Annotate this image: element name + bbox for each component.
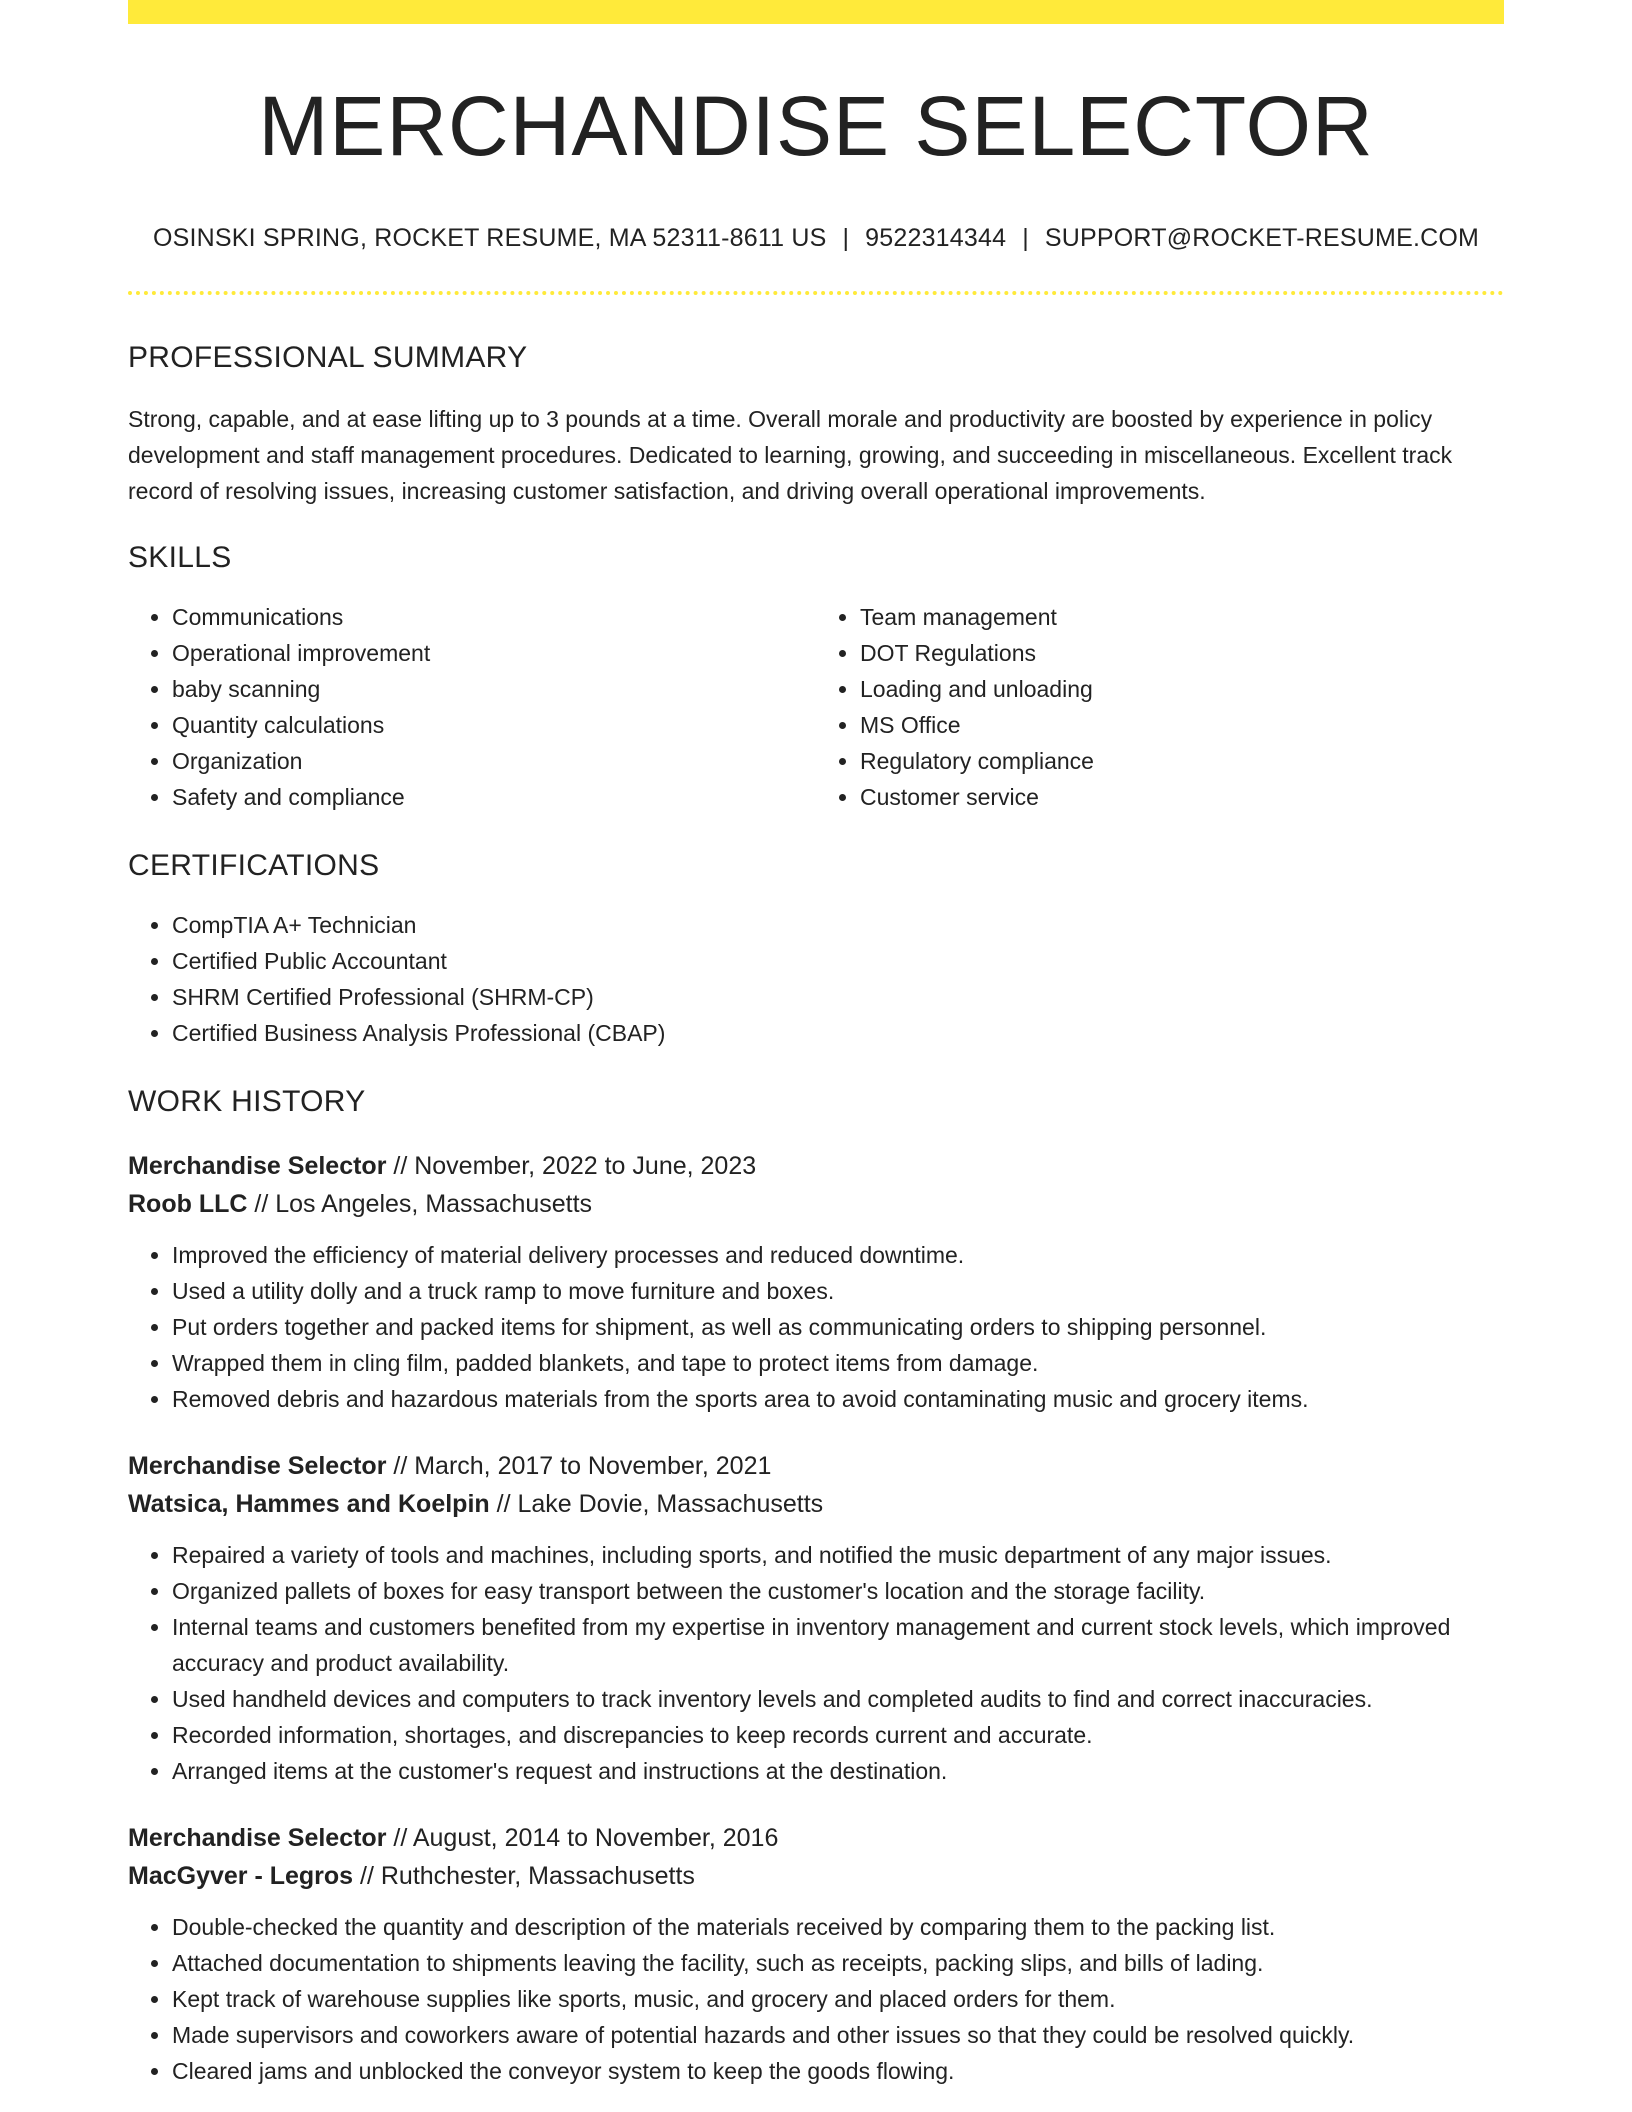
- job-bullet: • Used a utility dolly and a truck ramp to move furniture and boxes.: [172, 1273, 1504, 1309]
- job-bullet: • Put orders together and packed items for shipment, as well as communicating orders to shipping personnel.: [172, 1309, 1504, 1345]
- job-location: // Los Angeles, Massachusetts: [247, 1190, 593, 1219]
- skill-item: • baby scanning: [172, 671, 816, 707]
- job-company-line: [128, 1485, 1504, 1523]
- job-bullet: • Double-checked the quantity and description of the materials received by comparing them to the packing list.: [172, 1909, 1504, 1945]
- job-bullet: • Repaired a variety of tools and machines, including sports, and notified the music department of any major issues.: [172, 1537, 1504, 1573]
- certification-item: • SHRM Certified Professional (SHRM-CP): [172, 979, 1504, 1015]
- job-bullet: • Attached documentation to shipments leaving the facility, such as receipts, packing slips, and bills of lading.: [172, 1945, 1504, 1981]
- job-bullets: [128, 1537, 1504, 1789]
- job-bullet: • Removed debris and hazardous materials from the sports area to avoid contaminating music and grocery items.: [172, 1381, 1504, 1417]
- job-location: // Lake Dovie, Massachusetts: [489, 1490, 824, 1519]
- skill-item: • Safety and compliance: [172, 779, 816, 815]
- certifications-list: [128, 907, 1504, 1051]
- job-role: Merchandise Selector: [128, 1824, 387, 1853]
- section-title: PROFESSIONAL SUMMARY: [128, 341, 528, 375]
- dotted-divider: [128, 291, 1504, 295]
- job-location: // Ruthchester, Massachusetts: [353, 1862, 695, 1891]
- job-bullet: • Kept track of warehouse supplies like sports, music, and grocery and placed orders for them.: [172, 1981, 1504, 2017]
- job-company: Watsica, Hammes and Koelpin: [128, 1490, 490, 1519]
- job-bullets: [128, 1237, 1504, 1417]
- professional-summary-section: [128, 341, 1504, 509]
- job-bullets: [128, 1909, 1504, 2089]
- job-role-line: [128, 1147, 1504, 1185]
- job-entry: [128, 1147, 1504, 1417]
- job-bullet: • Cleared jams and unblocked the conveyor system to keep the goods flowing.: [172, 2053, 1504, 2089]
- job-entry: [128, 1819, 1504, 2089]
- skill-item: • DOT Regulations: [860, 635, 1504, 671]
- skills-list-right: [816, 599, 1504, 815]
- skill-item: • Communications: [172, 599, 816, 635]
- skill-item: • Loading and unloading: [860, 671, 1504, 707]
- contact-phone: 9522314344: [865, 224, 1007, 253]
- skills-columns: [128, 599, 1504, 815]
- contact-separator: |: [842, 224, 850, 253]
- skill-item: • Regulatory compliance: [860, 743, 1504, 779]
- job-bullet: • Wrapped them in cling film, padded blankets, and tape to protect items from damage.: [172, 1345, 1504, 1381]
- skill-item: • MS Office: [860, 707, 1504, 743]
- section-title: CERTIFICATIONS: [128, 849, 380, 883]
- job-bullet: • Internal teams and customers benefited from my expertise in inventory management and current stock levels, which improved accuracy and product availability.: [172, 1609, 1504, 1681]
- certification-item: • Certified Public Accountant: [172, 943, 1504, 979]
- contact-line: [128, 224, 1504, 253]
- certification-item: • Certified Business Analysis Professional (CBAP): [172, 1015, 1504, 1051]
- work-history-section: [128, 1085, 1504, 2089]
- contact-address: OSINSKI SPRING, ROCKET RESUME, MA 52311-8611 US: [152, 224, 827, 253]
- job-entry: [128, 1447, 1504, 1789]
- accent-top-bar: [128, 0, 1504, 24]
- skill-item: • Organization: [172, 743, 816, 779]
- job-dates: // August, 2014 to November, 2016: [386, 1824, 779, 1853]
- job-role: Merchandise Selector: [128, 1152, 387, 1181]
- skill-item: • Team management: [860, 599, 1504, 635]
- contact-email: SUPPORT@ROCKET-RESUME.COM: [1044, 224, 1480, 253]
- job-bullet: • Arranged items at the customer's request and instructions at the destination.: [172, 1753, 1504, 1789]
- job-company: Roob LLC: [128, 1190, 248, 1219]
- skill-item: • Customer service: [860, 779, 1504, 815]
- summary-text: Strong, capable, and at ease lifting up to 3 pounds at a time. Overall morale and productivity are boosted by experience in policy development and staff management procedures. Dedicated to learning, growing, and succeeding in miscellaneous. Excellent track record of resolving issues, increasing customer satisfaction, and driving overall operational improvements.: [128, 406, 1453, 505]
- skills-section: [128, 541, 1504, 815]
- job-bullet: • Organized pallets of boxes for easy transport between the customer's location and the storage facility.: [172, 1573, 1504, 1609]
- skills-list-left: [128, 599, 816, 815]
- job-bullet: • Used handheld devices and computers to track inventory levels and completed audits to find and correct inaccuracies.: [172, 1681, 1504, 1717]
- section-title: SKILLS: [128, 541, 232, 575]
- skill-item: • Quantity calculations: [172, 707, 816, 743]
- job-bullet: • Improved the efficiency of material delivery processes and reduced downtime.: [172, 1237, 1504, 1273]
- certifications-section: [128, 849, 1504, 1051]
- certification-item: • CompTIA A+ Technician: [172, 907, 1504, 943]
- candidate-name: MERCHANDISE SELECTOR: [258, 79, 1374, 173]
- section-title: WORK HISTORY: [128, 1085, 366, 1119]
- job-role-line: [128, 1447, 1504, 1485]
- contact-separator: |: [1022, 224, 1029, 253]
- job-role-line: [128, 1819, 1504, 1857]
- job-bullet: • Recorded information, shortages, and discrepancies to keep records current and accurate.: [172, 1717, 1504, 1753]
- skill-item: • Operational improvement: [172, 635, 816, 671]
- job-bullet: • Made supervisors and coworkers aware of potential hazards and other issues so that they could be resolved quickly.: [172, 2017, 1504, 2053]
- job-company: MacGyver - Legros: [128, 1862, 354, 1891]
- job-dates: // November, 2022 to June, 2023: [386, 1152, 757, 1181]
- job-company-line: [128, 1185, 1504, 1223]
- job-dates: // March, 2017 to November, 2021: [386, 1452, 772, 1481]
- job-company-line: [128, 1857, 1504, 1895]
- resume-page: [128, 0, 1504, 2089]
- job-role: Merchandise Selector: [128, 1452, 387, 1481]
